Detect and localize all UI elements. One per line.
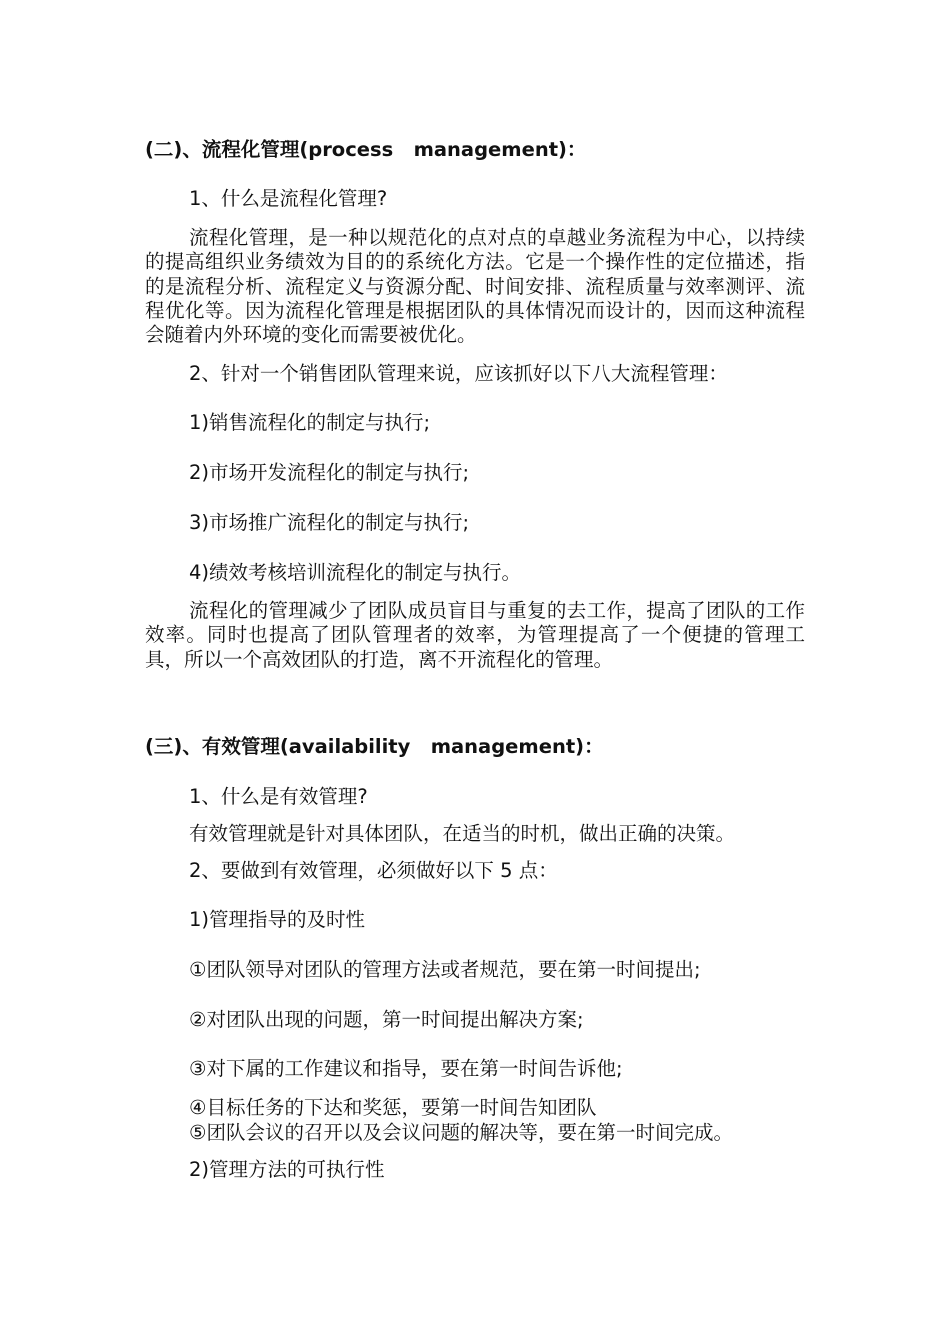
list-item: 4)绩效考核培训流程化的制定与执行。 — [189, 561, 522, 584]
subheading-timeliness: 1)管理指导的及时性 — [189, 908, 366, 931]
question-five-points: 2、要做到有效管理，必须做好以下 5 点： — [189, 859, 558, 882]
list-item: 2)市场开发流程化的制定与执行; — [189, 461, 470, 484]
list-item: 3)市场推广流程化的制定与执行; — [189, 511, 470, 534]
section-heading-process-management: (二)、流程化管理(process management)： — [145, 138, 587, 161]
section-heading-availability-management: (三)、有效管理(availability management)： — [145, 735, 604, 758]
paragraph-process-management-benefits: 流程化的管理减少了团队成员盲目与重复的去工作，提高了团队的工作效率。同时也提高了团队管理者的效率，为管理提高了一个便捷的管理工具，所以一个高效团队的打造，离不开流程化的管理。 — [145, 599, 805, 671]
answer-effective-management: 有效管理就是针对具体团队，在适当的时机，做出正确的决策。 — [189, 822, 736, 845]
list-item: ②对团队出现的问题，第一时间提出解决方案; — [189, 1008, 584, 1031]
list-item: ①团队领导对团队的管理方法或者规范，要在第一时间提出; — [189, 958, 701, 981]
list-item: ③对下属的工作建议和指导，要在第一时间告诉他; — [189, 1057, 623, 1080]
list-item: 1)销售流程化的制定与执行; — [189, 411, 431, 434]
paragraph-process-management-definition: 流程化管理，是一种以规范化的点对点的卓越业务流程为中心，以持续的提高组织业务绩效为目的的系统化方法。它是一个操作性的定位描述，指的是流程分析、流程定义与资源分配、时间安排、流程质量与效率测评、流程优化等。因为流程化管理是根据团队的具体情况而设计的，因而这种流程会随着内外环境的变化而需要被优化。 — [145, 226, 805, 347]
question-what-is-effective-management: 1、什么是有效管理? — [189, 785, 368, 808]
list-item: ④目标任务的下达和奖惩，要第一时间告知团队 — [189, 1096, 597, 1119]
question-eight-processes: 2、针对一个销售团队管理来说，应该抓好以下八大流程管理： — [189, 362, 728, 385]
list-item: ⑤团队会议的召开以及会议问题的解决等，要在第一时间完成。 — [189, 1121, 733, 1144]
subheading-executability: 2)管理方法的可执行性 — [189, 1158, 385, 1181]
question-what-is-process-management: 1、什么是流程化管理? — [189, 187, 388, 210]
